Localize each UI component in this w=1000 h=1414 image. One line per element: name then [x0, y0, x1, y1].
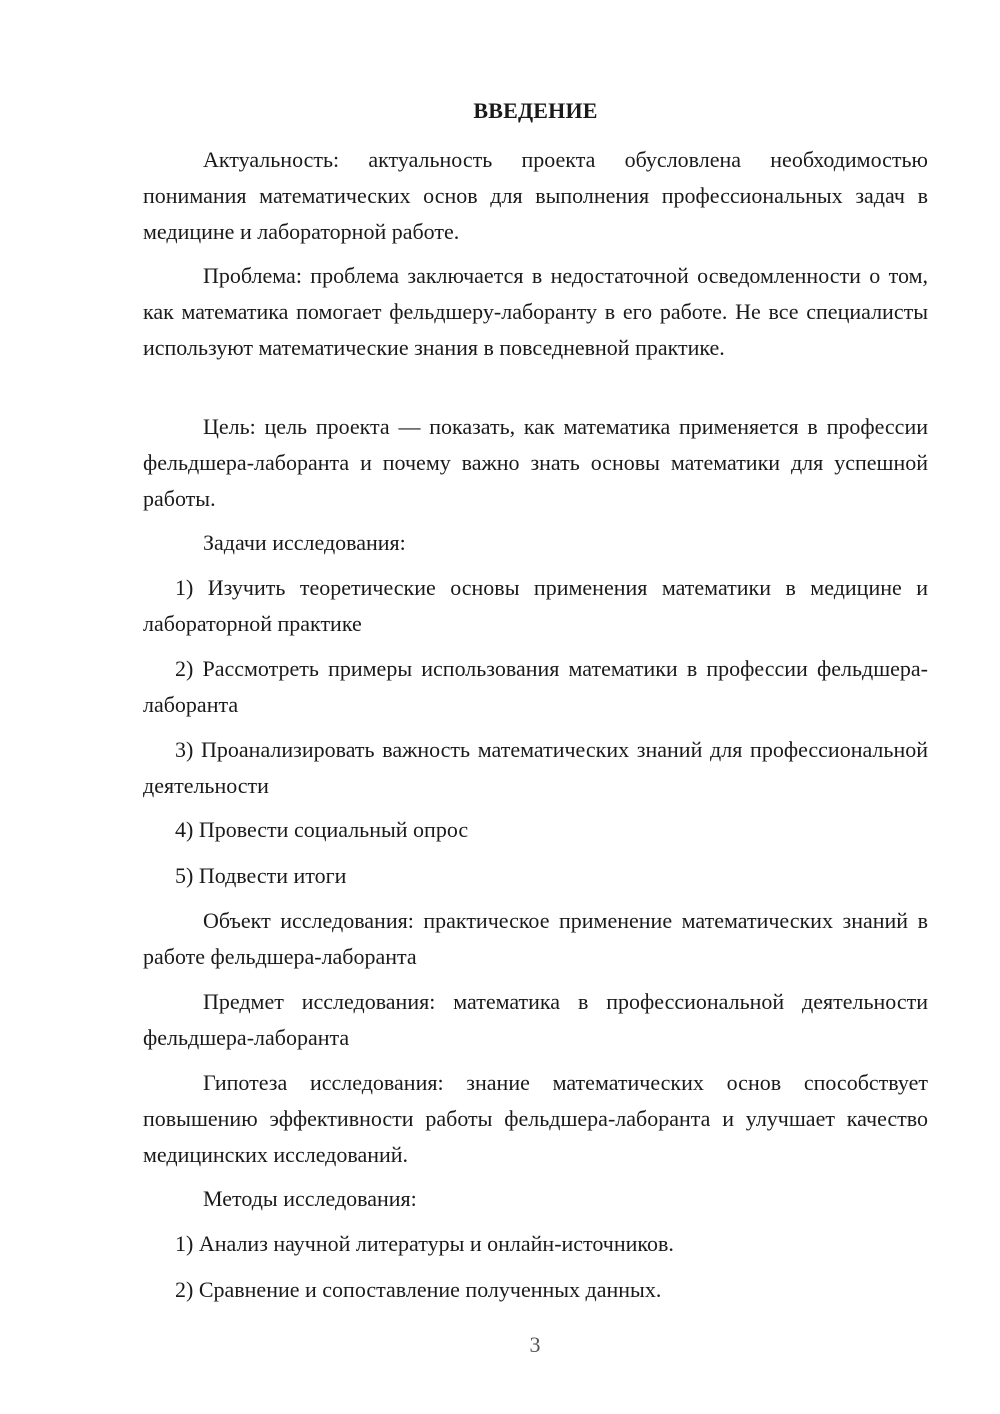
page-number: 3 [529, 1332, 541, 1357]
research-subject-paragraph: Предмет исследования: математика в профессиональной деятельности фельдшера-лаборанта [143, 989, 928, 1050]
task-item-3: 3) Проанализировать важность математических знаний для профессиональной деятельности [143, 737, 928, 798]
methods-heading: Методы исследования: [203, 1186, 417, 1211]
research-object-paragraph: Объект исследования: практическое применение математических знаний в работе фельдшера-лаборанта [143, 908, 928, 969]
task-item-5: 5) Подвести итоги [175, 863, 347, 888]
goal-paragraph: Цель: цель проекта — показать, как математика применяется в профессии фельдшера-лаборанта и почему важно знать основы математики для успешной работы. [143, 414, 928, 511]
problem-paragraph: Проблема: проблема заключается в недостаточной осведомленности о том, как математика помогает фельдшеру-лаборанту в его работе. Не все специалисты используют математические знания в повседневной практике. [143, 263, 928, 360]
method-item-2: 2) Сравнение и сопоставление полученных данных. [175, 1277, 662, 1302]
task-item-4: 4) Провести социальный опрос [175, 817, 469, 842]
hypothesis-paragraph: Гипотеза исследования: знание математических основ способствует повышению эффективности работы фельдшера-лаборанта и улучшает качество медицинских исследований. [143, 1070, 928, 1167]
tasks-heading: Задачи исследования: [203, 530, 406, 555]
relevance-paragraph: Актуальность: актуальность проекта обусловлена необходимостью понимания математических основ для выполнения профессиональных задач в медицине и лабораторной работе. [143, 147, 928, 244]
section-heading: ВВЕДЕНИЕ [473, 98, 598, 123]
task-item-1: 1) Изучить теоретические основы применения математики в медицине и лабораторной практике [143, 575, 928, 636]
task-item-2: 2) Рассмотреть примеры использования математики в профессии фельдшера-лаборанта [143, 656, 928, 717]
method-item-1: 1) Анализ научной литературы и онлайн-источников. [175, 1231, 674, 1256]
